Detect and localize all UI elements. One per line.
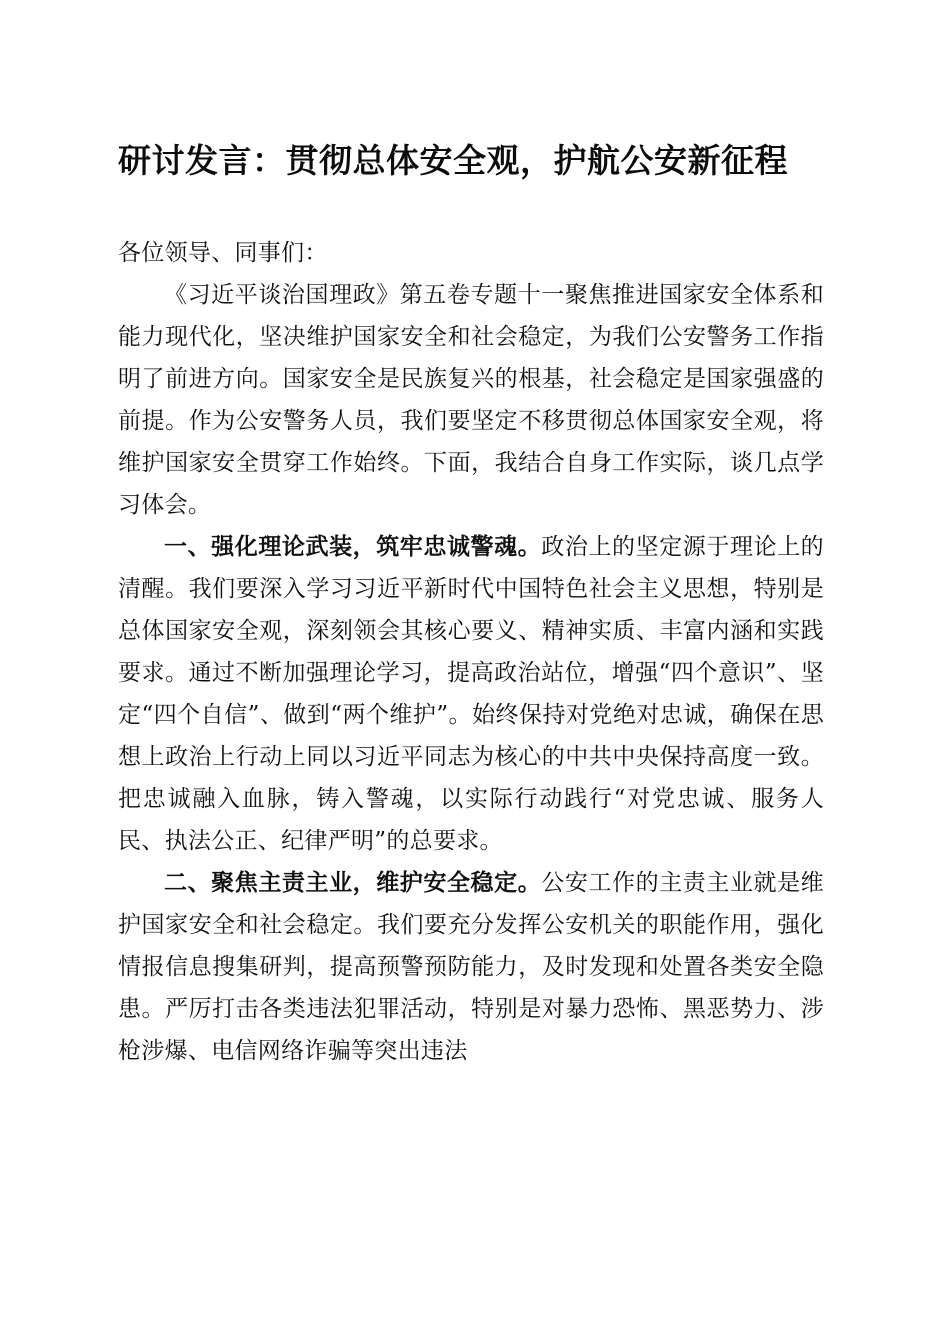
- section-2-text: 公安工作的主责主业就是维护国家安全和社会稳定。我们要充分发挥公安机关的职能作用，强化情报信息搜集研判，提高预警预防能力，及时发现和处置各类安全隐患。严厉打击各类违法犯罪活动，特别是对暴力恐怖、黑恶势力、涉枪涉爆、电信网络诈骗等突出违法: [118, 870, 824, 1064]
- section-1-paragraph: [118, 526, 824, 862]
- section-1-text: 政治上的坚定源于理论上的清醒。我们要深入学习习近平新时代中国特色社会主义思想，特别是总体国家安全观，深刻领会其核心要义、精神实质、丰富内涵和实践要求。通过不断加强理论学习，提高政治站位，增强“四个意识”、坚定“四个自信”、做到“两个维护”。始终保持对党绝对忠诚，确保在思想上政治上行动上同以习近平同志为核心的中共中央保持高度一致。把忠诚融入血脉，铸入警魂，以实际行动践行“对党忠诚、服务人民、执法公正、纪律严明”的总要求。: [118, 534, 824, 854]
- section-2-paragraph: [118, 862, 824, 1072]
- section-1-heading: 一、强化理论武装，筑牢忠诚警魂。: [164, 533, 542, 560]
- section-2-heading: 二、聚焦主责主业，维护安全稳定。: [164, 869, 542, 896]
- document-title: 研讨发言：贯彻总体安全观，护航公安新征程: [118, 141, 788, 180]
- document-body: [118, 232, 824, 1072]
- intro-paragraph: 《习近平谈治国理政》第五卷专题十一聚焦推进国家安全体系和能力现代化，坚决维护国家安全和社会稳定，为我们公安警务工作指明了前进方向。国家安全是民族复兴的根基，社会稳定是国家强盛的前提。作为公安警务人员，我们要坚定不移贯彻总体国家安全观，将维护国家安全贯穿工作始终。下面，我结合自身工作实际，谈几点学习体会。: [118, 282, 824, 518]
- salutation: 各位领导、同事们：: [118, 240, 328, 266]
